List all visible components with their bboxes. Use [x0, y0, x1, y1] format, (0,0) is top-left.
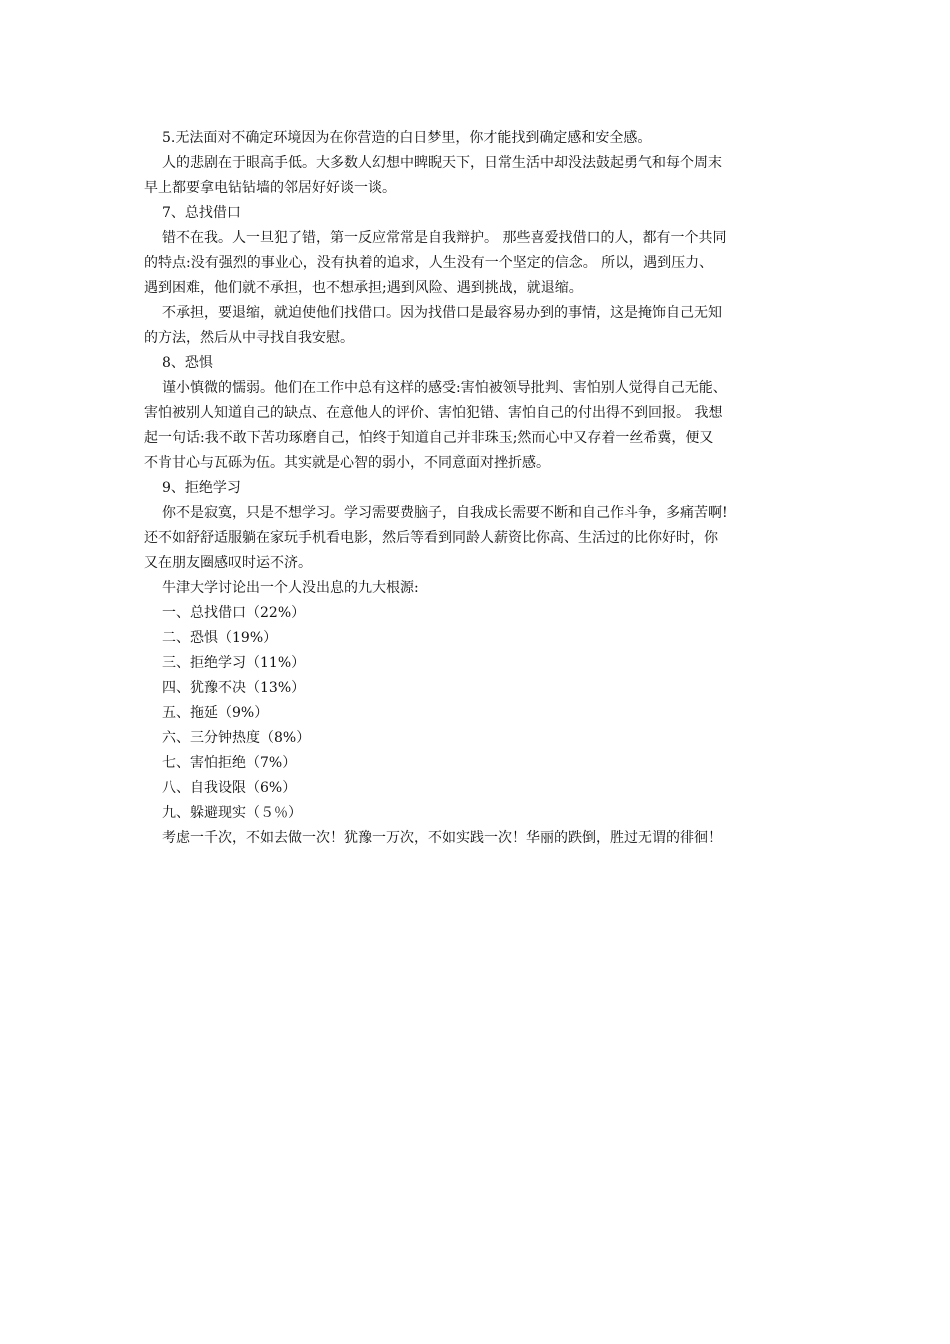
paragraph-line: 你不是寂寞，只是不想学习。学习需要费脑子，自我成长需要不断和自己作斗争，多痛苦啊!: [162, 505, 728, 521]
list-item: 六、三分钟热度（8%）: [162, 730, 311, 746]
paragraph-line: 人的悲剧在于眼高手低。大多数人幻想中睥睨天下，日常生活中却没法鼓起勇气和每个周末: [162, 155, 722, 171]
paragraph-line: 谨小慎微的懦弱。他们在工作中总有这样的感受:害怕被领导批判、害怕别人觉得自己无能、: [162, 380, 727, 396]
paragraph-line: 早上都要拿电钻钻墙的邻居好好谈一谈。: [144, 180, 396, 196]
list-item: 三、拒绝学习（11%）: [162, 655, 306, 671]
list-item: 二、恐惧（19%）: [162, 630, 278, 646]
list-item: 四、犹豫不决（13%）: [162, 680, 306, 696]
closing-line: 考虑一千次，不如去做一次！犹豫一万次，不如实践一次！华丽的跌倒，胜过无谓的徘徊！: [162, 830, 722, 846]
list-item: 七、害怕拒绝（7%）: [162, 755, 297, 771]
list-item: 八、自我设限（6%）: [162, 780, 297, 796]
paragraph-line: 遇到困难，他们就不承担，也不想承担;遇到风险、遇到挑战，就退缩。: [144, 280, 583, 296]
paragraph-line: 起一句话:我不敢下苦功琢磨自己，怕终于知道自己并非珠玉;然而心中又存着一丝希冀，便又: [144, 430, 714, 446]
section-heading: 8、恐惧: [162, 355, 213, 371]
list-item: 五、拖延（9%）: [162, 705, 269, 721]
paragraph-line: 还不如舒舒适服躺在家玩手机看电影，然后等看到同龄人薪资比你高、生活过的比你好时，你: [144, 530, 718, 546]
list-item: 九、躲避现实（５％）: [162, 805, 302, 821]
list-intro: 牛津大学讨论出一个人没出息的九大根源:: [162, 580, 419, 596]
paragraph-line: 又在朋友圈感叹时运不济。: [144, 555, 312, 571]
section-heading: 7、总找借口: [162, 205, 241, 221]
paragraph-line: 的方法，然后从中寻找自我安慰。: [144, 330, 354, 346]
paragraph-line: 5.无法面对不确定环境因为在你营造的白日梦里，你才能找到确定感和安全感。: [162, 130, 652, 146]
section-heading: 9、拒绝学习: [162, 480, 241, 496]
document-body: [144, 126, 806, 851]
paragraph-line: 的特点:没有强烈的事业心，没有执着的追求，人生没有一个坚定的信念。 所以，遇到压力、: [144, 255, 714, 271]
list-item: 一、总找借口（22%）: [162, 605, 306, 621]
paragraph-line: 害怕被别人知道自己的缺点、在意他人的评价、害怕犯错、害怕自己的付出得不到回报。 我想: [144, 405, 723, 421]
paragraph-line: 不承担，要退缩，就迫使他们找借口。因为找借口是最容易办到的事情，这是掩饰自己无知: [162, 305, 722, 321]
paragraph-line: 不肯甘心与瓦砾为伍。其实就是心智的弱小，不同意面对挫折感。: [144, 455, 550, 471]
paragraph-line: 错不在我。人一旦犯了错，第一反应常常是自我辩护。 那些喜爱找借口的人，都有一个共同: [162, 230, 727, 246]
